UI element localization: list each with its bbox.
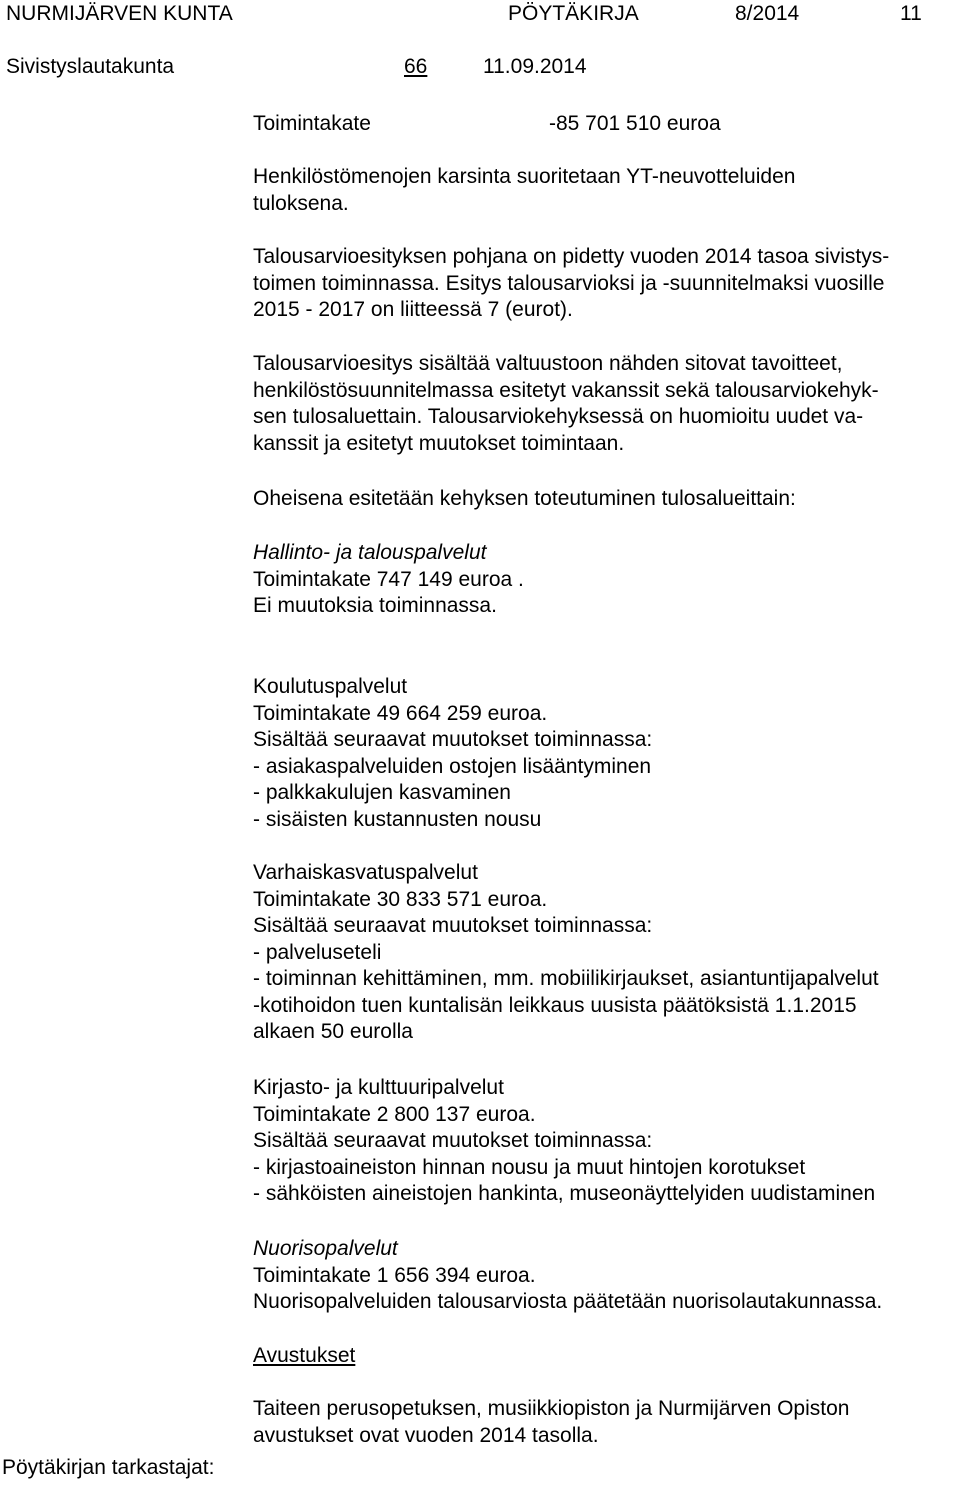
text-line: - toiminnan kehittäminen, mm. mobiilikirjaukset, asiantuntijapalvelut <box>253 967 879 990</box>
text-line: Henkilöstömenojen karsinta suoritetaan YT-neuvotteluiden <box>253 165 796 188</box>
board-name: Sivistyslautakunta <box>6 55 175 78</box>
text-line: Sisältää seuraavat muutokset toiminnassa: <box>253 1129 653 1152</box>
text-line: Taiteen perusopetuksen, musiikkiopiston ja Nurmijärven Opiston <box>253 1397 850 1420</box>
text-line: sen tulosaluettain. Talousarviokehyksessä on huomioitu uudet va- <box>253 405 864 428</box>
section-title: Koulutuspalvelut <box>253 675 408 698</box>
paragraph-2 <box>253 244 953 324</box>
section-title: Varhaiskasvatuspalvelut <box>253 861 478 884</box>
paragraph-4: Oheisena esitetään kehyksen toteutuminen tulosalueittain: <box>253 487 796 510</box>
text-line: - asiakaspalveluiden ostojen lisääntyminen <box>253 754 652 778</box>
text-line: tuloksena. <box>253 191 349 215</box>
section-title: Nuorisopalvelut <box>253 1237 398 1260</box>
text-line: kanssit ja esitetyt muutokset toimintaan. <box>253 431 625 455</box>
text-line: avustukset ovat vuoden 2014 tasolla. <box>253 1423 599 1447</box>
section-title: Hallinto- ja talouspalvelut <box>253 541 487 564</box>
footer-label: Pöytäkirjan tarkastajat: <box>2 1456 215 1479</box>
section-kirjasto <box>253 1075 953 1208</box>
page-number: 11 <box>900 2 922 25</box>
summary-value: -85 701 510 euroa <box>549 112 721 135</box>
text-line: Talousarvioesityksen pohjana on pidetty vuoden 2014 tasoa sivistys- <box>253 245 890 268</box>
section-koulutus <box>253 674 953 833</box>
meeting-date: 11.09.2014 <box>483 55 587 78</box>
text-line: Toimintakate 2 800 137 euroa. <box>253 1102 536 1126</box>
section-avustukset <box>253 1396 953 1449</box>
section-varhaiskasvatus <box>253 860 953 1046</box>
text-line: - sähköisten aineistojen hankinta, museonäyttelyiden uudistaminen <box>253 1182 876 1205</box>
section-hallinto <box>253 540 953 620</box>
section-title-avustukset: Avustukset <box>253 1344 356 1367</box>
doc-number: 8/2014 <box>735 2 800 25</box>
text-line: henkilöstösuunnitelmassa esitetyt vakanssit sekä talousarviokehyk- <box>253 378 879 402</box>
section-nuoriso <box>253 1236 953 1316</box>
text-line: Toimintakate 30 833 571 euroa. <box>253 887 548 911</box>
text-line: Toimintakate 49 664 259 euroa. <box>253 701 548 725</box>
summary-label: Toimintakate <box>253 112 371 135</box>
paragraph-1 <box>253 164 953 217</box>
text-line: 2015 - 2017 on liitteessä 7 (eurot). <box>253 298 573 321</box>
org-name: NURMIJÄRVEN KUNTA <box>6 2 233 25</box>
text-line: Talousarvioesitys sisältää valtuustoon nähden sitovat tavoitteet, <box>253 352 843 375</box>
text-line: Sisältää seuraavat muutokset toiminnassa: <box>253 728 653 751</box>
text-line: - sisäisten kustannusten nousu <box>253 807 542 831</box>
text-line: -kotihoidon tuen kuntalisän leikkaus uusista päätöksistä 1.1.2015 <box>253 993 857 1017</box>
paragraph-3 <box>253 351 953 457</box>
text-line: Sisältää seuraavat muutokset toiminnassa: <box>253 914 653 937</box>
text-line: - palveluseteli <box>253 940 382 964</box>
text-line: - kirjastoaineiston hinnan nousu ja muut hintojen korotukset <box>253 1155 806 1179</box>
doc-type: PÖYTÄKIRJA <box>508 2 639 25</box>
text-line: toimen toiminnassa. Esitys talousarvioksi ja -suunnitelmaksi vuosille <box>253 271 885 295</box>
text-line: Nuorisopalveluiden talousarviosta päätetään nuorisolautakunnassa. <box>253 1290 883 1313</box>
section-title: Kirjasto- ja kulttuuripalvelut <box>253 1076 504 1099</box>
text-line: Toimintakate 1 656 394 euroa. <box>253 1263 536 1287</box>
text-line: Toimintakate 747 149 euroa . <box>253 567 524 591</box>
text-line: alkaen 50 eurolla <box>253 1020 413 1043</box>
text-line: - palkkakulujen kasvaminen <box>253 781 511 804</box>
section-number: 66 <box>404 55 428 78</box>
text-line: Ei muutoksia toiminnassa. <box>253 594 497 617</box>
